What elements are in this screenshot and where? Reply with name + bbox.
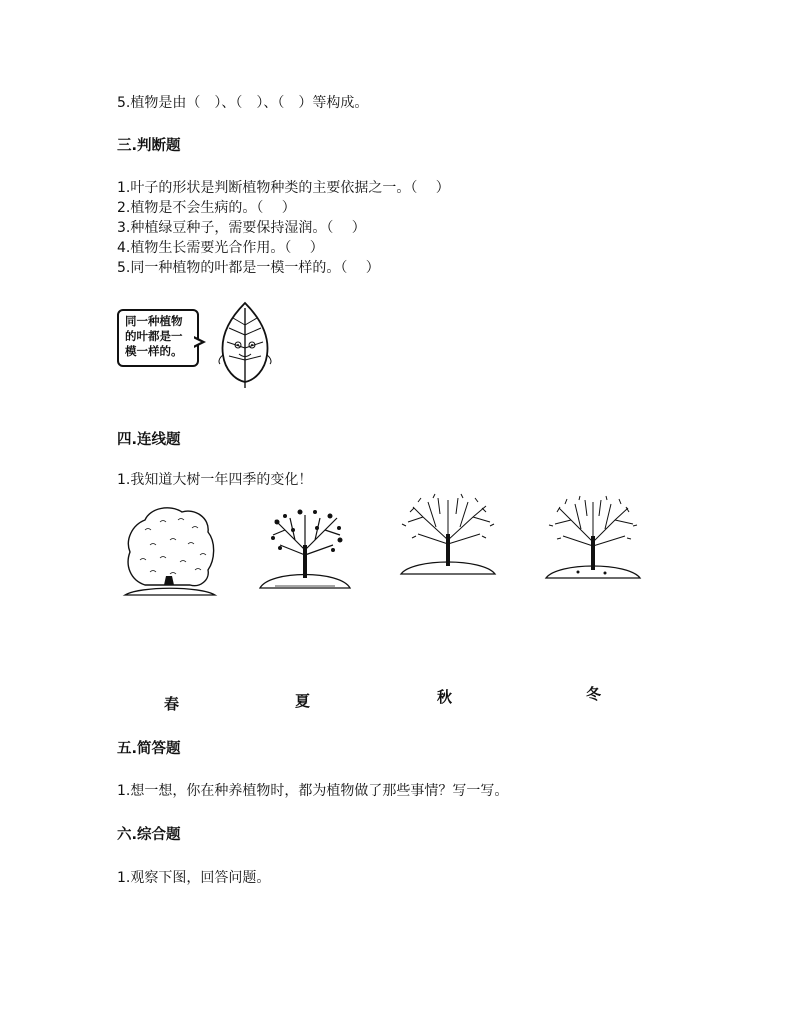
fill-question-5: 5.植物是由（ ）、（ ）、（ ）等构成。 [117, 95, 369, 111]
short-answer-question-1: 1.想一想，你在种养植物时，都为植物做了那些事情？写一写。 [117, 783, 509, 799]
bubble-line-2: 的叶都是一 [125, 329, 183, 343]
judgment-item-1: 1.叶子的形状是判断植物种类的主要依据之一。（ ） [117, 180, 450, 196]
matching-question-1: 1.我知道大树一年四季的变化！ [117, 472, 313, 488]
season-label-autumn: 秋 [437, 688, 453, 706]
section-title-matching: 四.连线题 [117, 432, 181, 448]
bubble-line-3: 模一样的。 [125, 344, 183, 358]
judgment-item-4: 4.植物生长需要光合作用。（ ） [117, 240, 324, 256]
season-label-summer: 夏 [295, 692, 311, 710]
tree-dense-canopy-icon [398, 492, 498, 584]
section-title-comprehensive: 六.综合题 [117, 827, 181, 843]
bubble-line-1: 同一种植物 [125, 314, 183, 328]
tree-full-foliage-icon [120, 500, 220, 602]
speech-bubble-tail [194, 336, 206, 348]
judgment-item-2: 2.植物是不会生病的。（ ） [117, 200, 296, 216]
judgment-item-5: 5.同一种植物的叶都是一模一样的。（ ） [117, 260, 380, 276]
season-label-winter: 冬 [586, 685, 602, 703]
speech-bubble [117, 309, 199, 367]
tree-leafing-icon [255, 500, 355, 594]
judgment-item-3: 3.种植绿豆种子，需要保持湿润。（ ） [117, 220, 366, 236]
section-title-judgment: 三.判断题 [117, 138, 181, 154]
leaf-character-icon [215, 300, 275, 390]
season-label-spring: 春 [164, 695, 180, 713]
comprehensive-question-1: 1.观察下图，回答问题。 [117, 870, 271, 886]
tree-bare-icon [543, 496, 643, 588]
section-title-short-answer: 五.简答题 [117, 741, 181, 757]
